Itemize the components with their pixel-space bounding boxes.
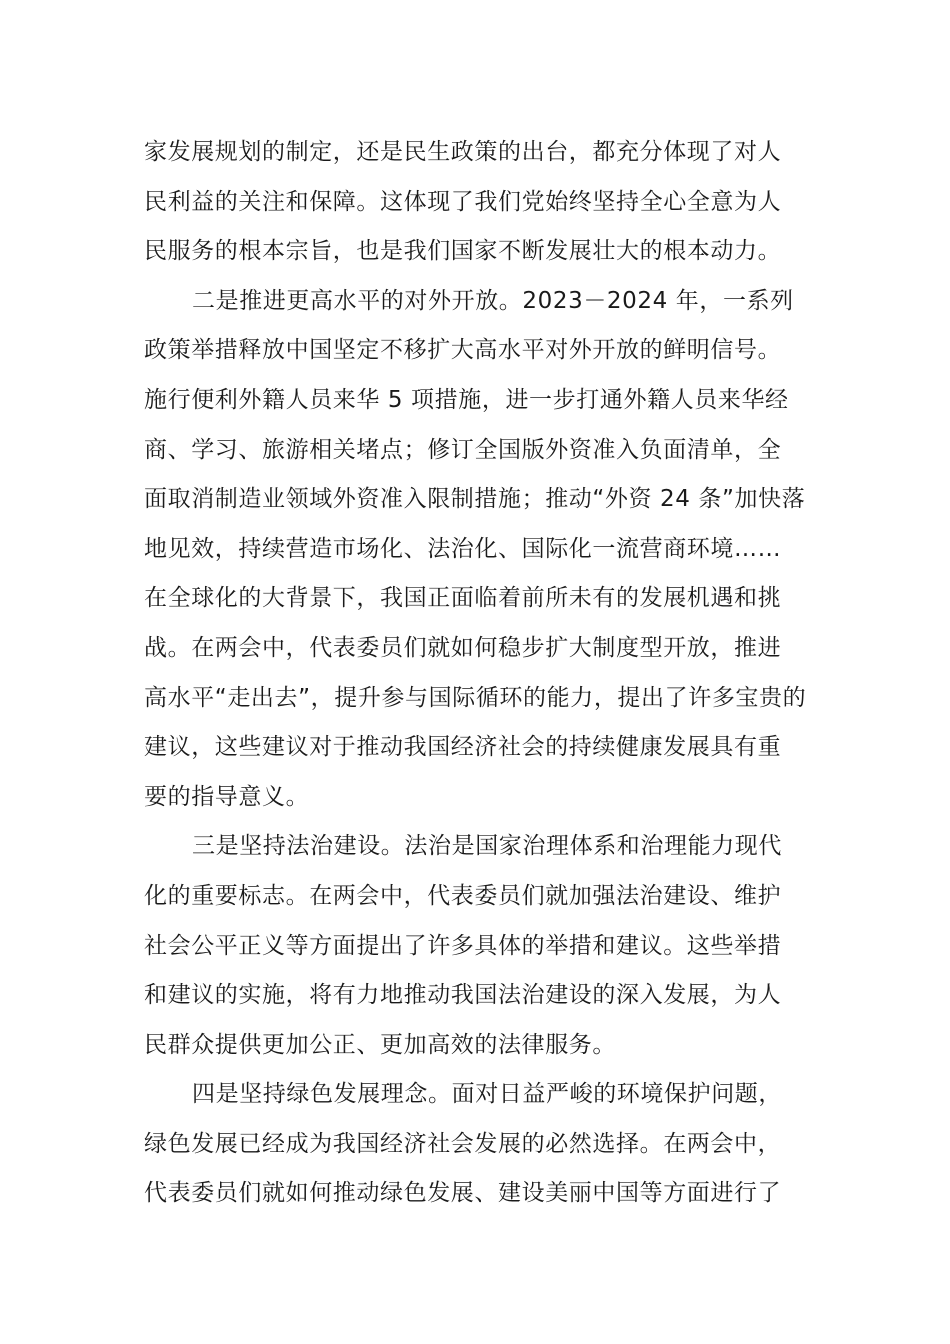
text-line: 代表委员们就如何推动绿色发展、建设美丽中国等方面进行了 bbox=[144, 1180, 782, 1207]
text-line: 四是坚持绿色发展理念。面对日益严峻的环境保护问题， bbox=[192, 1081, 782, 1108]
text-line: 民利益的关注和保障。这体现了我们党始终坚持全心全意为人 bbox=[144, 188, 782, 215]
text-line: 三是坚持法治建设。法治是国家治理体系和治理能力现代 bbox=[192, 833, 782, 860]
text-line: 在全球化的大背景下，我国正面临着前所未有的发展机遇和挑 bbox=[144, 585, 782, 612]
text-line: 二是推进更高水平的对外开放。2023－2024 年，一系列 bbox=[192, 287, 794, 314]
text-line: 绿色发展已经成为我国经济社会发展的必然选择。在两会中， bbox=[144, 1130, 782, 1157]
text-line: 战。在两会中，代表委员们就如何稳步扩大制度型开放，推进 bbox=[144, 634, 782, 661]
text-line: 政策举措释放中国坚定不移扩大高水平对外开放的鲜明信号。 bbox=[144, 337, 782, 364]
text-line: 家发展规划的制定，还是民生政策的出台，都充分体现了对人 bbox=[144, 139, 782, 165]
paragraph-green-development bbox=[144, 1070, 812, 1219]
paragraph-people-interests bbox=[144, 128, 812, 277]
text-line: 民群众提供更加公正、更加高效的法律服务。 bbox=[144, 1031, 616, 1058]
document-body bbox=[144, 128, 812, 1219]
text-line: 商、学习、旅游相关堵点；修订全国版外资准入负面清单，全 bbox=[144, 436, 782, 463]
text-line: 地见效，持续营造市场化、法治化、国际化一流营商环境…… bbox=[144, 535, 782, 562]
text-line: 和建议的实施，将有力地推动我国法治建设的深入发展，为人 bbox=[144, 982, 782, 1009]
text-line: 社会公平正义等方面提出了许多具体的举措和建议。这些举措 bbox=[144, 932, 782, 959]
text-line: 高水平“走出去”，提升参与国际循环的能力，提出了许多宝贵的 bbox=[144, 684, 807, 711]
text-line: 施行便利外籍人员来华 5 项措施，进一步打通外籍人员来华经 bbox=[144, 386, 789, 413]
text-line: 民服务的根本宗旨，也是我们国家不断发展壮大的根本动力。 bbox=[144, 238, 782, 265]
paragraph-opening-up bbox=[144, 277, 812, 823]
paragraph-rule-of-law bbox=[144, 822, 812, 1070]
text-line: 要的指导意义。 bbox=[144, 783, 310, 810]
text-line: 化的重要标志。在两会中，代表委员们就加强法治建设、维护 bbox=[144, 882, 782, 909]
text-line: 面取消制造业领域外资准入限制措施；推动“外资 24 条”加快落 bbox=[144, 486, 806, 513]
text-line: 建议，这些建议对于推动我国经济社会的持续健康发展具有重 bbox=[144, 734, 782, 761]
